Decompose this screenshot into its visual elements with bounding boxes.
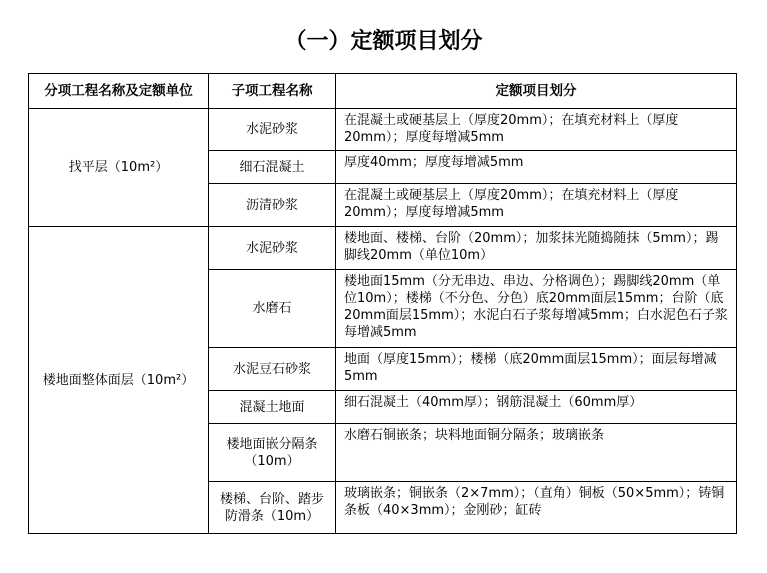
group-unit: 找平层（10m²） (29, 109, 209, 227)
desc-cell: 在混凝土或硬基层上（厚度20mm）；在填充材料上（厚度20mm）；厚度每增减5mm (336, 184, 737, 227)
table-row (29, 227, 737, 270)
desc-cell: 楼地面15mm（分无串边、串边、分格调色）；踢脚线20mm（单位10m）；楼梯（不分色、分色）底20mm面层15mm；台阶（底20mm面层15mm）；水泥白石子浆每增减5mm；白水泥色石子浆每增减5mm (336, 270, 737, 348)
sub-item: 水泥砂浆 (209, 227, 336, 270)
sub-item: 细石混凝土 (209, 151, 336, 184)
desc-cell: 玻璃嵌条；铜嵌条（2×7mm）；（直角）铜板（50×5mm）；铸铜条板（40×3mm）；金刚砂；缸砖 (336, 482, 737, 534)
desc-cell: 地面（厚度15mm）；楼梯（底20mm面层15mm）；面层每增减5mm (336, 348, 737, 391)
quota-table (28, 73, 737, 534)
sub-item: 楼地面嵌分隔条（10m） (209, 424, 336, 482)
sub-item: 水泥砂浆 (209, 109, 336, 151)
desc-cell: 细石混凝土（40mm厚）；钢筋混凝土（60mm厚） (336, 391, 737, 424)
page-title: （一）定额项目划分 (284, 29, 483, 54)
desc-cell: 在混凝土或硬基层上（厚度20mm）；在填充材料上（厚度20mm）；厚度每增减5mm (336, 109, 737, 151)
header-unit: 分项工程名称及定额单位 (29, 74, 209, 109)
group-unit: 楼地面整体面层（10m²） (29, 227, 209, 534)
header-sub: 子项工程名称 (209, 74, 336, 109)
sub-item: 沥清砂浆 (209, 184, 336, 227)
desc-cell: 楼地面、楼梯、台阶（20mm）；加浆抹光随捣随抹（5mm）；踢脚线20mm（单位10m） (336, 227, 737, 270)
desc-cell: 水磨石铜嵌条；块料地面铜分隔条；玻璃嵌条 (336, 424, 737, 482)
desc-cell: 厚度40mm；厚度每增减5mm (336, 151, 737, 184)
sub-item: 楼梯、台阶、踏步防滑条（10m） (209, 482, 336, 534)
sub-item: 水泥豆石砂浆 (209, 348, 336, 391)
table-row (29, 109, 737, 151)
header-row (29, 74, 737, 109)
sub-item: 混凝土地面 (209, 391, 336, 424)
sub-item: 水磨石 (209, 270, 336, 348)
header-desc: 定额项目划分 (336, 74, 737, 109)
